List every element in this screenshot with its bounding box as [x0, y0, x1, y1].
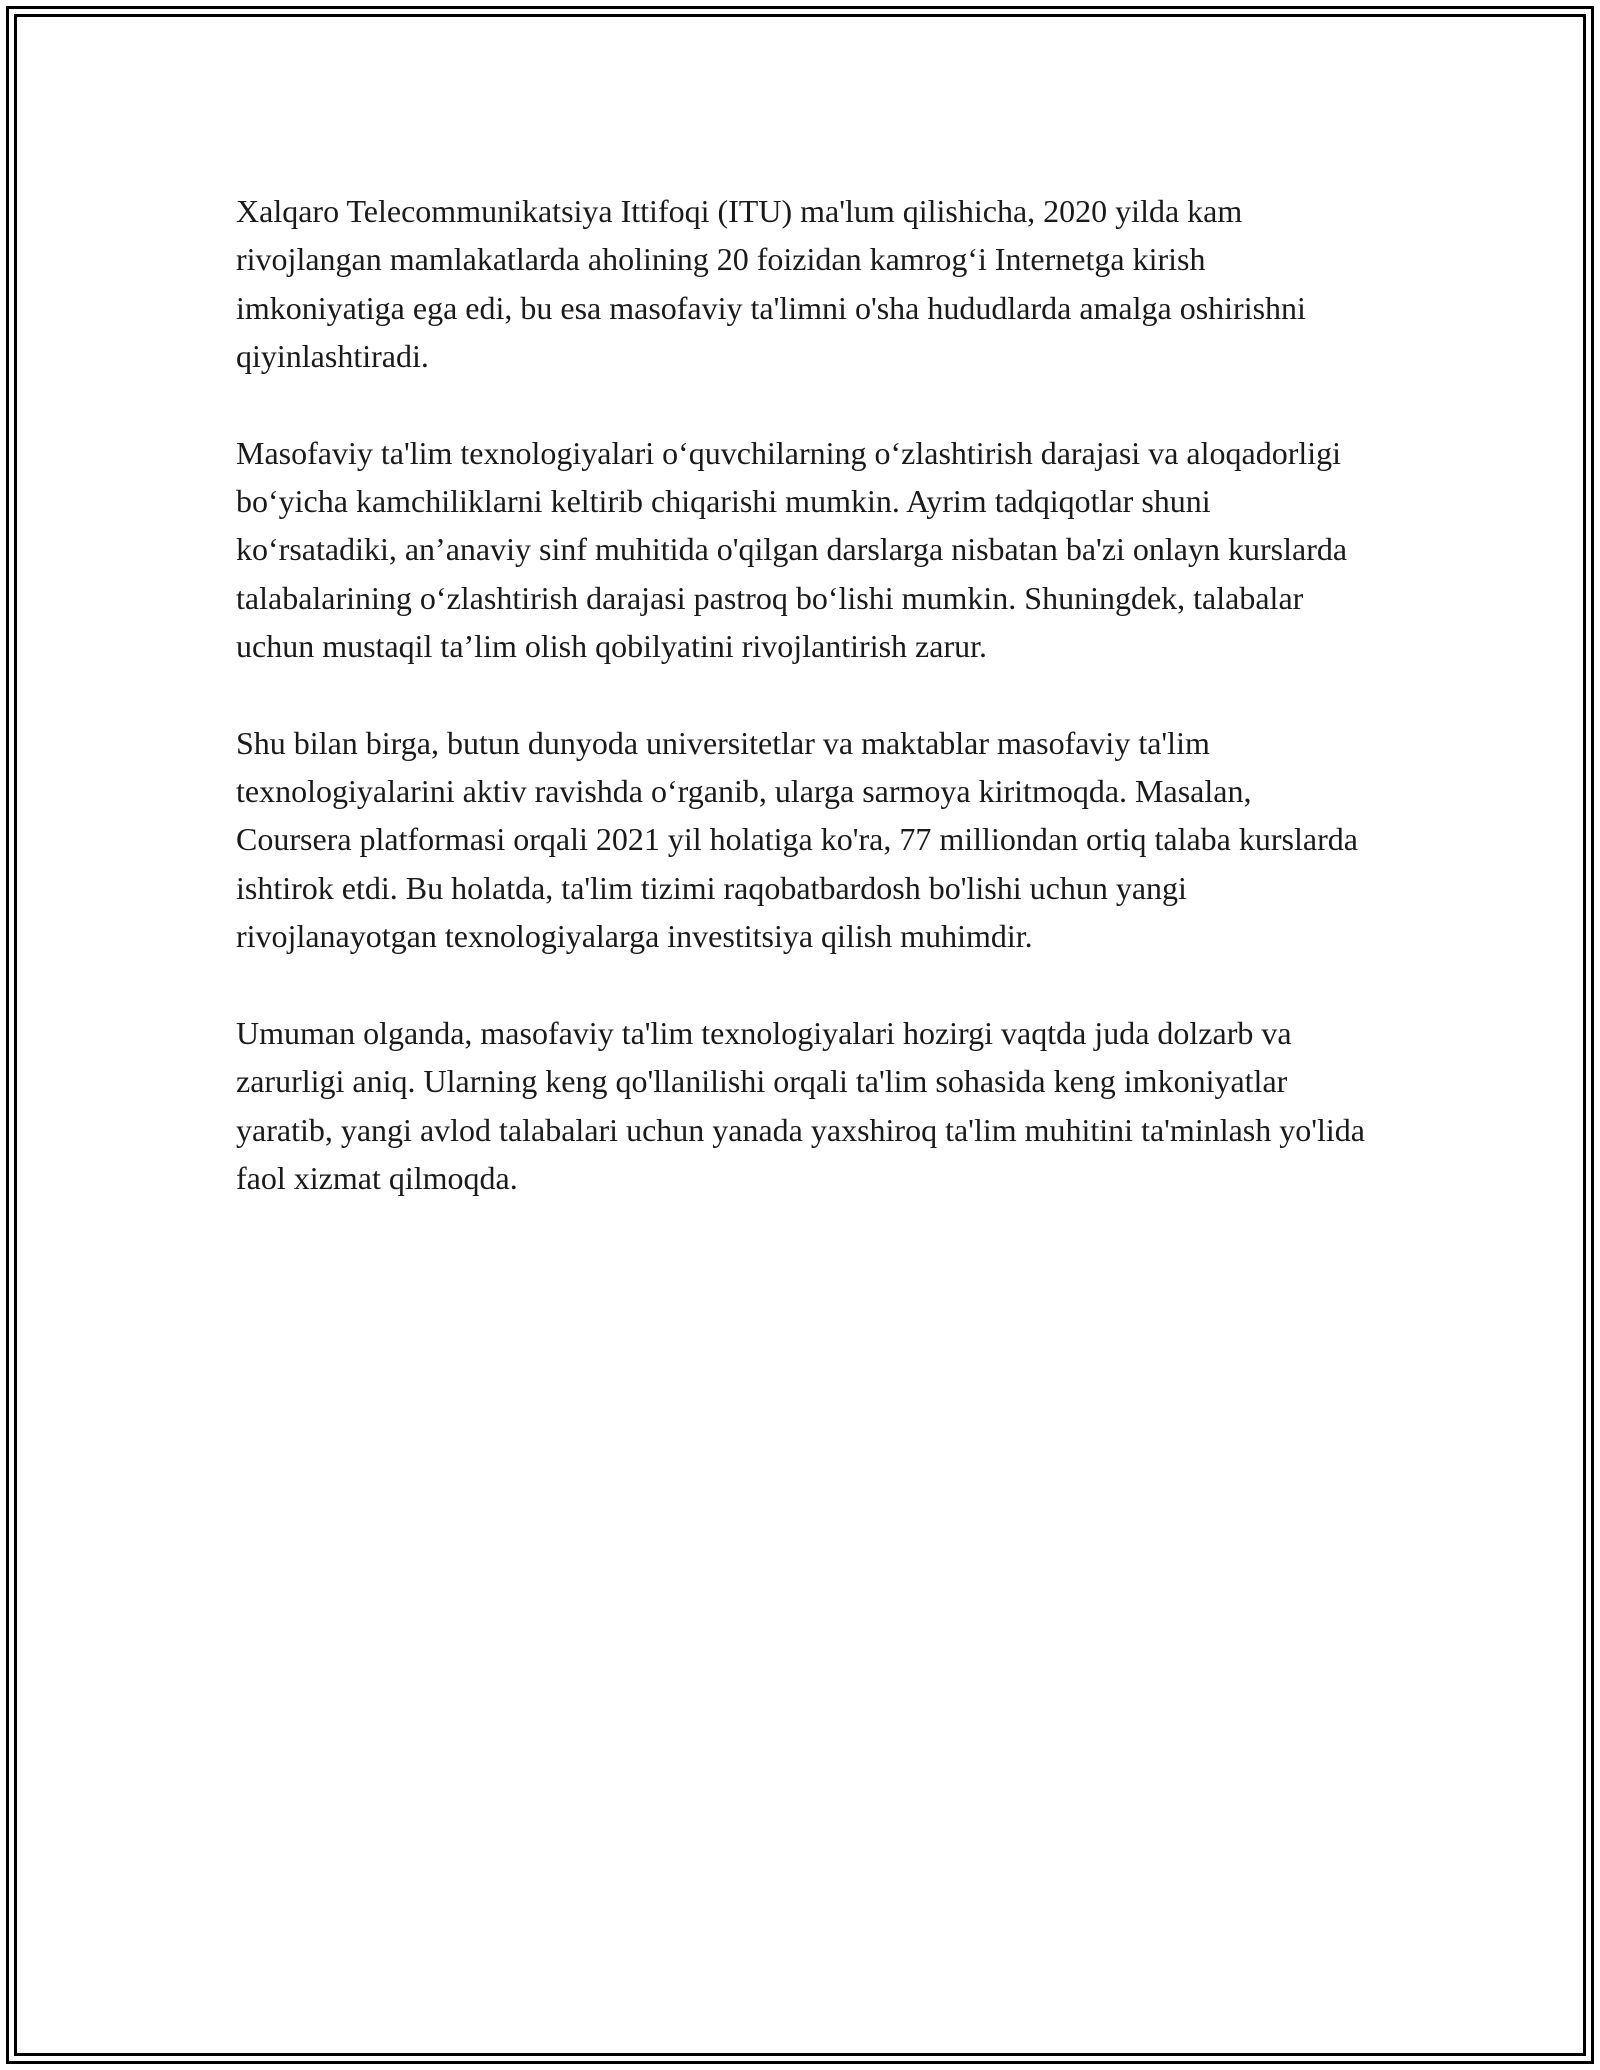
- paragraph-learning-shortcomings: Masofaviy ta'lim texnologiyalari o‘quvchilarning o‘zlashtirish darajasi va aloqadorligi bo‘yicha kamchiliklarni keltirib chiqarishi mumkin. Ayrim tadqiqotlar shuni ko‘rsatadiki, an’anaviy sinf muhitida o'qilgan darslarga nisbatan ba'zi onlayn kurslarda talabalarining o‘zlashtirish darajasi pastroq bo‘lishi mumkin. Shuningdek, talabalar uchun mustaqil ta’lim olish qobilyatini rivojlantirish zarur.: [236, 434, 1348, 665]
- paragraph-conclusion: Umuman olganda, masofaviy ta'lim texnologiyalari hozirgi vaqtda juda dolzarb va zarurligi aniq. Ularning keng qo'llanilishi orqali ta'lim sohasida keng imkoniyatlar yaratib, yangi avlod talabalari uchun yanada yaxshiroq ta'lim muhitini ta'minlash yo'lida faol xizmat qilmoqda.: [236, 1014, 1365, 1196]
- paragraph-itu-internet-access: Xalqaro Telecommunikatsiya Ittifoqi (ITU) ma'lum qilishicha, 2020 yilda kam rivojlangan mamlakatlarda aholining 20 foizidan kamrog‘i Internetga kirish imkoniyatiga ega edi, bu esa masofaviy ta'limni o'sha hududlarda amalga oshirishni qiyinlashtiradi.: [236, 193, 1306, 375]
- document-body: [236, 187, 1366, 1250]
- paragraph-global-investment: Shu bilan birga, butun dunyoda universitetlar va maktablar masofaviy ta'lim texnologiyalarini aktiv ravishda o‘rganib, ularga sarmoya kiritmoqda. Masalan, Coursera platformasi orqali 2021 yil holatiga ko'ra, 77 milliondan ortiq talaba kurslarda ishtirok etdi. Bu holatda, ta'lim tizimi raqobatbardosh bo'lishi uchun yangi rivojlanayotgan texnologiyalarga investitsiya qilish muhimdir.: [236, 724, 1358, 955]
